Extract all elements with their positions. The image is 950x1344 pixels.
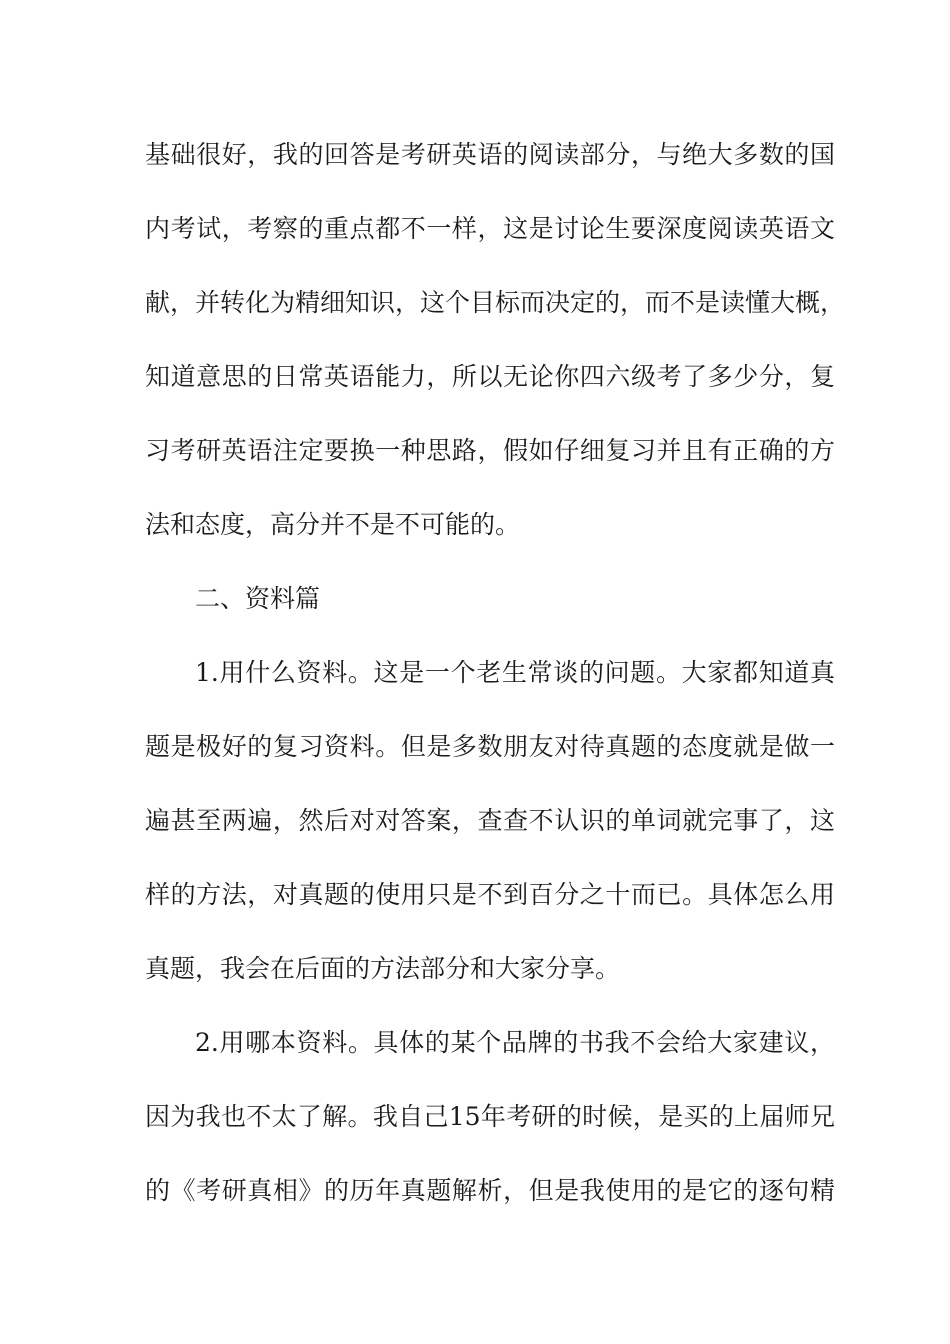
text-line: 1.用什么资料。这是一个老生常谈的问题。大家都知道真 — [195, 658, 835, 687]
section-heading — [145, 562, 835, 636]
text-line: 因为我也不太了解。我自己15年考研的时候，是买的上届师兄 — [145, 1102, 835, 1131]
text-line: 习考研英语注定要换一种思路，假如仔细复习并且有正确的方 — [145, 436, 835, 465]
heading-text: 二、资料篇 — [195, 584, 321, 613]
text-line: 题是极好的复习资料。但是多数朋友对待真题的态度就是做一 — [145, 732, 835, 761]
text-line: 2.用哪本资料。具体的某个品牌的书我不会给大家建议， — [195, 1028, 835, 1057]
paragraph — [145, 118, 846, 562]
text-line: 内考试，考察的重点都不一样，这是讨论生要深度阅读英语文 — [145, 214, 835, 243]
text-line: 知道意思的日常英语能力，所以无论你四六级考了多少分，复 — [145, 362, 835, 391]
text-line: 真题，我会在后面的方法部分和大家分享。 — [145, 954, 621, 983]
text-line: 法和态度，高分并不是不可能的。 — [145, 510, 521, 539]
text-line: 基础很好，我的回答是考研英语的阅读部分，与绝大多数的国 — [145, 140, 835, 169]
text-line: 的《考研真相》的历年真题解析，但是我使用的是它的逐句精 — [145, 1176, 835, 1205]
paragraph — [145, 1006, 835, 1228]
paragraph — [145, 636, 835, 1006]
text-line: 遍甚至两遍，然后对对答案，查查不认识的单词就完事了，这 — [145, 806, 835, 835]
text-line: 样的方法，对真题的使用只是不到百分之十而已。具体怎么用 — [145, 880, 835, 909]
document-body — [145, 118, 846, 1228]
text-line: 献，并转化为精细知识，这个目标而决定的，而不是读懂大概， — [145, 288, 846, 317]
